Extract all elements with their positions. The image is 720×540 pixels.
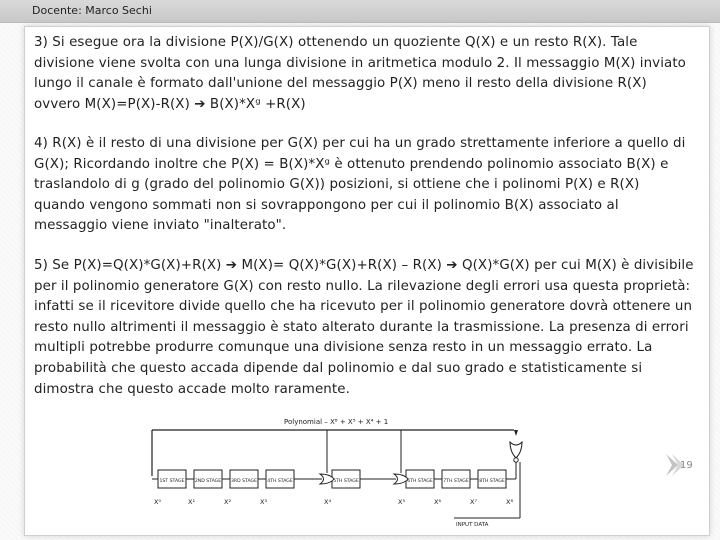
polynomial-label: Polynomial – X⁸ + X⁵ + X⁴ + 1 (284, 418, 389, 426)
stage-2: 2ND STAGE (194, 479, 222, 484)
power-x1: X¹ (188, 498, 196, 506)
page-number: 19 (680, 460, 693, 471)
power-x7: X⁷ (470, 498, 478, 506)
power-x4: X⁴ (324, 498, 332, 506)
stage-4: 4TH STAGE (267, 479, 293, 484)
paragraph-4: 4) R(X) è il resto di una divisione per G(X) per cui ha un grado strettamente inferiore a quello di G(X); Ricordando inoltre che P(X) = B(X)*Xᵍ è ottenuto prendendo polinomio associato B(X) e traslandolo di g (grado del polinomio G(X)) posizioni, si ottiene che i polinomi P(X) e R(X) quando vengono sommati non si sovrappongono per cui il polinomio B(X) associato al messaggio viene inviato "inalterato". (34, 136, 686, 234)
paragraph-5: 5) Se P(X)=Q(X)*G(X)+R(X) ➔ M(X)= Q(X)*G(X)+R(X) – R(X) ➔ Q(X)*G(X) per cui M(X) è divisibile per il polinomio generatore G(X) con resto nullo. La rilevazione degli errori usa questa proprietà: infatti se il ricevitore divide quello che ha ricevuto per il polinomio generatore dovrà ottenere un resto nullo altrimenti il messaggio è stato alterato durante la trasmissione. La presenza di errori multipli potrebbe produrre comunque una divisione senza resto in un messaggio errato. La probabilità che questo accada dipende dal polinomio e dal suo grado e statisticamente si dimostra che questo accade molto raramente. (34, 258, 694, 397)
power-x2: X² (224, 498, 232, 506)
power-x0: X⁰ (154, 498, 162, 506)
power-x3: X³ (260, 498, 268, 506)
input-data-label: INPUT DATA (456, 522, 489, 528)
stage-1: 1ST STAGE (159, 479, 185, 484)
author-label: Docente: Marco Sechi (32, 4, 152, 17)
power-x6: X⁶ (434, 498, 442, 506)
power-x8: X⁸ (506, 498, 514, 506)
stage-7: 7TH STAGE (443, 479, 469, 484)
paragraph-3: 3) Si esegue ora la divisione P(X)/G(X) ottenendo un quoziente Q(X) e un resto R(X). Tale divisione viene svolta con una lunga divisione in aritmetica modulo 2. Il messaggio M(X) inviato lungo il canale è formato dall'unione del messaggio P(X) meno il resto della divisione R(X) ovvero M(X)=P(X)-R(X) ➔ B(X)*Xᵍ +R(X) (34, 35, 686, 112)
power-x5: X⁵ (398, 498, 406, 506)
slide-header (0, 0, 720, 23)
stage-8: 8TH STAGE (479, 479, 505, 484)
stage-5: 5TH STAGE (333, 479, 359, 484)
stage-6: 6TH STAGE (407, 479, 433, 484)
crc-shift-register-diagram (144, 412, 538, 530)
stage-3: 3RD STAGE (230, 479, 258, 484)
